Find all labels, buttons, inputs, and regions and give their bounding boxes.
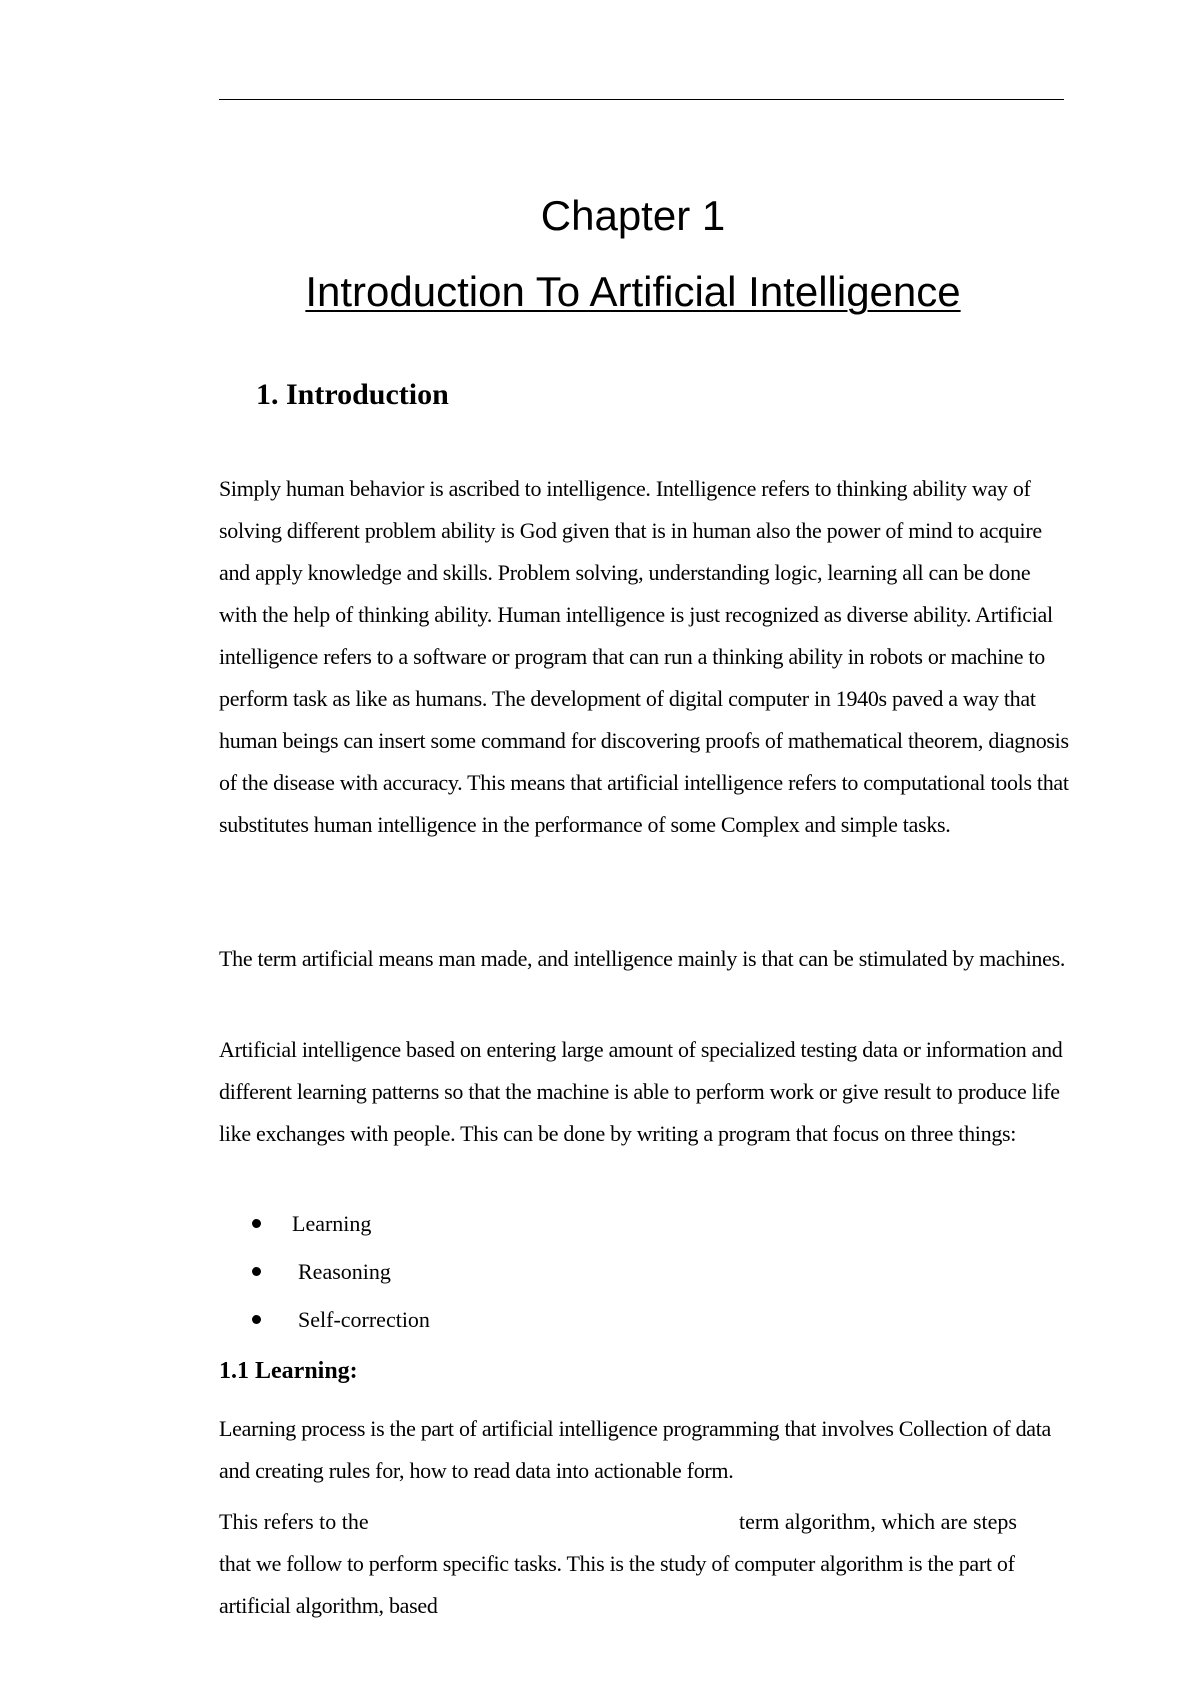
paragraph-algorithm-start: This refers to the (219, 1509, 369, 1534)
section-heading-introduction: 1. Introduction (256, 378, 449, 411)
bullet-icon (252, 1267, 261, 1276)
paragraph-term-artificial: The term artificial means man made, and intelligence mainly is that can be stimulated by machines. (219, 946, 1066, 971)
paragraph-ai-data: Artificial intelligence based on entering large amount of specialized testing data or information and different learning patterns so that the machine is able to perform work or give result to produce life like exchanges with people. This can be done by writing a program that focus on three things: (219, 1037, 1063, 1146)
bullet-icon (252, 1315, 261, 1324)
list-item-label: Reasoning (298, 1259, 391, 1284)
header-rule (219, 99, 1064, 100)
chapter-number: Chapter 1 (540, 192, 726, 239)
subsection-heading-learning: 1.1 Learning: (219, 1358, 358, 1384)
bullet-icon (252, 1219, 261, 1228)
paragraph-algorithm-rest: that we follow to perform specific tasks. This is the study of computer algorithm is the part of artificial algorithm, based (219, 1551, 1015, 1618)
paragraph-intro: Simply human behavior is ascribed to intelligence. Intelligence refers to thinking ability way of solving different problem ability is God given that is in human also the power of mind to acquire and apply knowledge and skills. Problem solving, understanding logic, learning all can be done with the help of thinking ability. Human intelligence is just recognized as diverse ability. Artificial intelligence refers to a software or program that can run a thinking ability in robots or machine to perform task as like as humans. The development of digital computer in 1940s paved a way that human beings can insert some command for discovering proofs of mathematical theorem, diagnosis of the disease with accuracy. This means that artificial intelligence refers to computational tools that substitutes human intelligence in the performance of some Complex and simple tasks. (219, 476, 1069, 837)
chapter-title: Introduction To Artificial Intelligence (305, 268, 961, 315)
paragraph-learning-process: Learning process is the part of artificial intelligence programming that involves Collection of data and creating rules for, how to read data into actionable form. (219, 1416, 1052, 1483)
paragraph-algorithm-continued: term algorithm, which are steps (739, 1509, 1017, 1534)
list-item-label: Self-correction (298, 1307, 430, 1332)
list-item-label: Learning (292, 1211, 372, 1236)
